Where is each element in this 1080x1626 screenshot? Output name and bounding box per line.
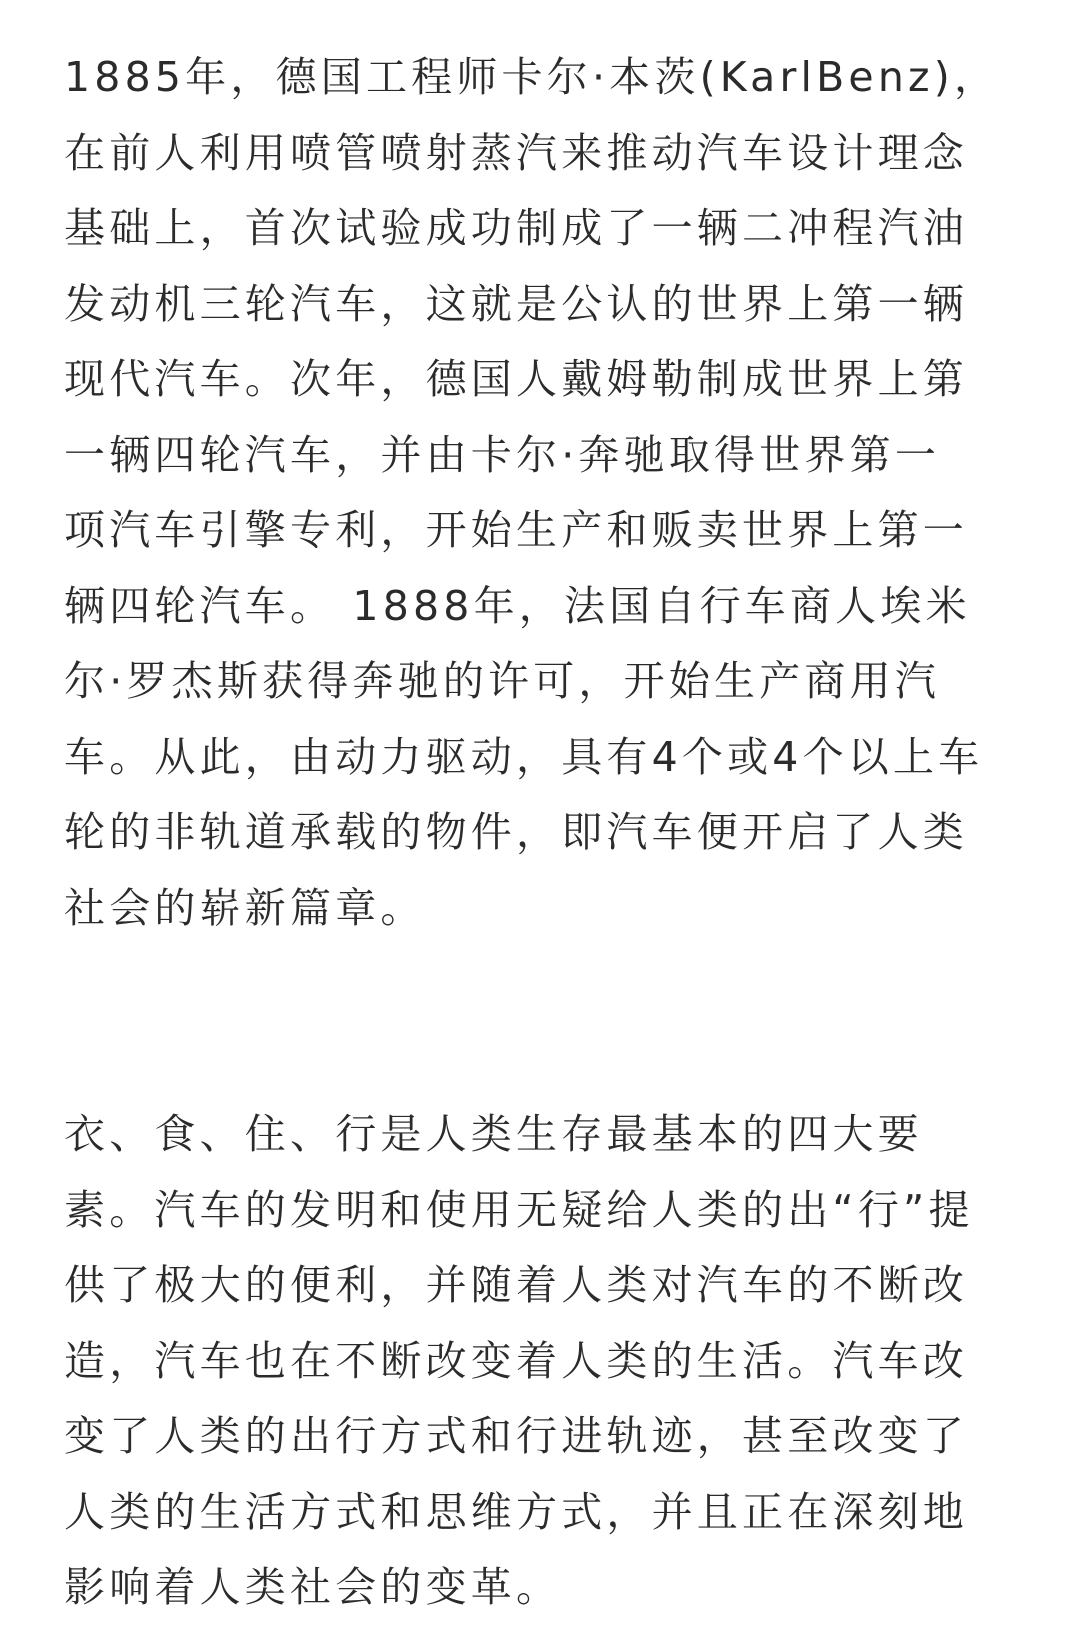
- text-line: 变了人类的出行方式和行进轨迹，甚至改变了: [64, 1412, 968, 1460]
- text-line: 一辆四轮汽车，并由卡尔·奔驰取得世界第一: [64, 430, 941, 479]
- text-line: 影响着人类社会的变革。: [64, 1563, 562, 1611]
- text-line: 发动机三轮汽车，这就是公认的世界上第一辆: [64, 279, 968, 328]
- text-line: 1885年，德国工程师卡尔·本茨(KarlBenz)，: [64, 53, 1000, 101]
- paragraph-car-history: [64, 40, 1020, 946]
- paragraph-spacer: [64, 946, 1020, 1097]
- text-line: 供了极大的便利，并随着人类对汽车的不断改: [64, 1261, 968, 1309]
- text-line: 造，汽车也在不断改变着人类的生活。汽车改: [64, 1336, 968, 1385]
- text-line: 项汽车引擎专利，开始生产和贩卖世界上第一: [64, 506, 968, 554]
- text-line: 辆四轮汽车。 1888年，法国自行车商人埃米: [64, 581, 971, 630]
- paragraph-car-impact: [64, 1097, 1020, 1626]
- text-line: 在前人利用喷管喷射蒸汽来推动汽车设计理念: [64, 128, 968, 177]
- text-line: 现代汽车。次年，德国人戴姆勒制成世界上第: [64, 355, 968, 403]
- text-line: 轮的非轨道承载的物件，即汽车便开启了人类: [64, 808, 968, 856]
- text-line: 人类的生活方式和思维方式，并且正在深刻地: [64, 1487, 968, 1536]
- text-line: 基础上，首次试验成功制成了一辆二冲程汽油: [64, 204, 968, 252]
- text-line: 素。汽车的发明和使用无疑给人类的出“行”提: [64, 1185, 974, 1234]
- text-line: 尔·罗杰斯获得奔驰的许可，开始生产商用汽: [64, 657, 941, 705]
- text-line: 车。从此，由动力驱动，具有4个或4个以上车: [64, 732, 984, 781]
- text-line: 社会的崭新篇章。: [64, 883, 426, 932]
- text-line: 衣、食、住、行是人类生存最基本的四大要: [64, 1110, 923, 1158]
